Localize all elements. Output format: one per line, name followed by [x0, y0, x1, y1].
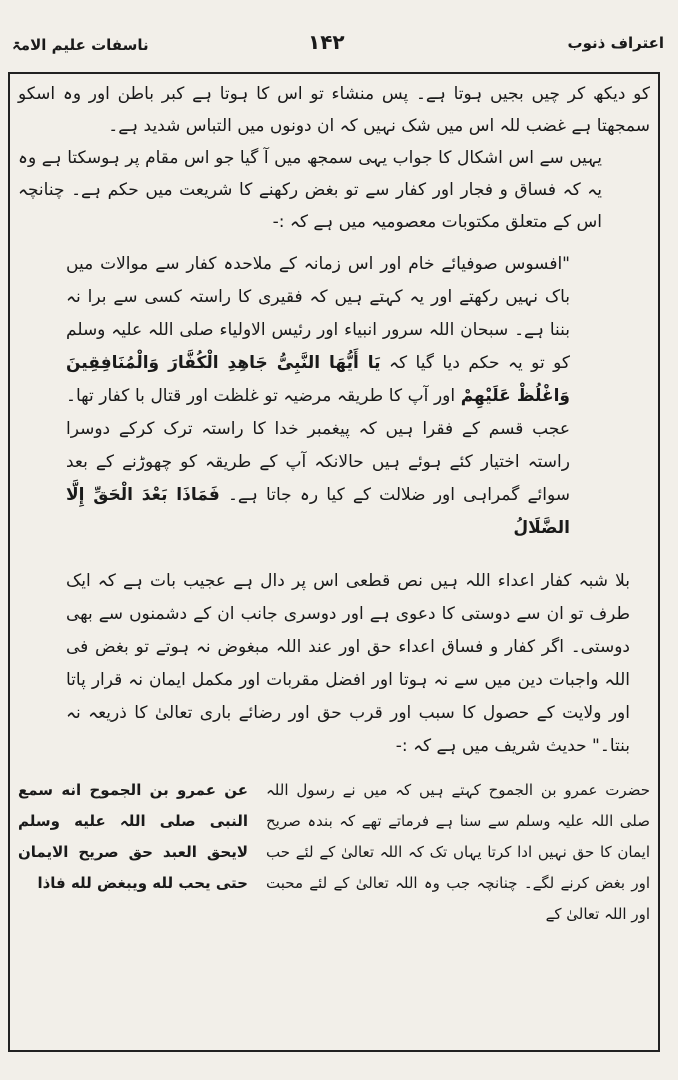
hadith-arabic: عن عمرو بن الجموح انه سمع النبی صلی اللہ علیه وسلم لایحق العبد حق صریح الایمان حتی یحب لله ویبغض لله فاذا: [18, 781, 248, 892]
page-number: ۱۴۲: [308, 30, 345, 54]
page-body: [18, 78, 650, 1044]
text-frame: [8, 72, 660, 1052]
quran-verse-2: فَمَاذَا بَعْدَ الْحَقِّ إِلَّا الضَّلَالُ: [66, 485, 570, 538]
quotation-text-b: اور آپ کا طریقہ مرضیہ تو غلظت اور قتال با کفار تھا۔ عجب قسم کے فقرا ہیں کہ پیغمبر خدا کا راستہ ترک کرکے دوسرا راستہ اختیار کئے ہوئے ہیں حالانکہ آپ کے طریقہ کو چھوڑنے کے بعد سوائے گمراہی اور ضلالت کے کیا رہ جاتا ہے۔: [66, 386, 570, 505]
quotation-continued: بلا شبہ کفار اعداء اللہ ہیں نص قطعی اس پر دال ہے عجیب بات ہے کہ ایک طرف تو ان سے دوستی کا دعوی ہے اور دوسری جانب ان کے دشمنوں سے بھی دوستی۔ اگر کفار و فساق اعداء حق اور عند اللہ مبغوض نہ ہوتے تو بغض فی اللہ واجبات دین میں سے نہ ہوتا اور افضل مقربات اور مکمل ایمان نہ قرار پاتا اور ولایت کے حصول کا سبب اور قرب حق اور رضائے باری تعالیٰ کا ذریعہ نہ بنتا۔" حدیث شریف میں ہے کہ :-: [66, 571, 630, 756]
paragraph-1: کو دیکھ کر چیں بجیں ہوتا ہے۔ پس منشاء تو اس کا ہوتا ہے کبر باطن اور وہ اسکو سمجھتا ہے غضب للہ اس میں شک نہیں کہ ان دونوں میں التباس شدید ہے۔: [18, 84, 650, 136]
series-title: ناسفات علیم الامۃ: [12, 36, 149, 54]
hadith-block: [18, 775, 650, 930]
quran-verse-1: یَا أَیُّهَا النَّبِیُّ جَاهِدِ الْکُفَّارَ وَالْمُنَافِقِینَ وَاغْلُظْ عَلَیْهِمْ: [66, 353, 570, 406]
book-title: اعتراف ذنوب: [567, 34, 664, 52]
quotation-text-a: "افسوس صوفیائے خام اور اس زمانہ کے ملاحدہ کفار سے موالات میں باک نہیں رکھتے اور یہ کہتے ہیں کہ فقیری کا راستہ کسی سے برا نہ بننا ہے۔ سبحان اللہ سرور انبیاء اور رئیس الاولیاء صلی اللہ علیہ وسلم کو تو یہ حکم دیا گیا کہ: [66, 254, 571, 373]
book-page: [8, 22, 670, 1062]
paragraph-2: یہیں سے اس اشکال کا جواب یہی سمجھ میں آ گیا جو اس مقام پر ہوسکتا ہے وہ یہ کہ فساق و فجار اور کفار سے تو بغض رکھنے کا شریعت میں حکم ہے۔ چنانچہ اس کے متعلق مکتوبات معصومیہ میں ہے کہ :-: [18, 148, 602, 232]
page-header: [8, 22, 670, 66]
hadith-translation: حضرت عمرو بن الجموح کہتے ہیں کہ میں نے رسول اللہ صلی اللہ علیہ وسلم سے سنا ہے فرماتے تھے کہ بندہ صریح ایمان کا حق نہیں ادا کرتا یہاں تک کہ اللہ تعالیٰ کے لئے حب اور بغض کرنے لگے۔ چنانچہ جب وہ اللہ تعالیٰ کے لئے محبت اور اللہ تعالیٰ کے: [266, 781, 650, 923]
quotation-maktubat: [18, 248, 650, 545]
